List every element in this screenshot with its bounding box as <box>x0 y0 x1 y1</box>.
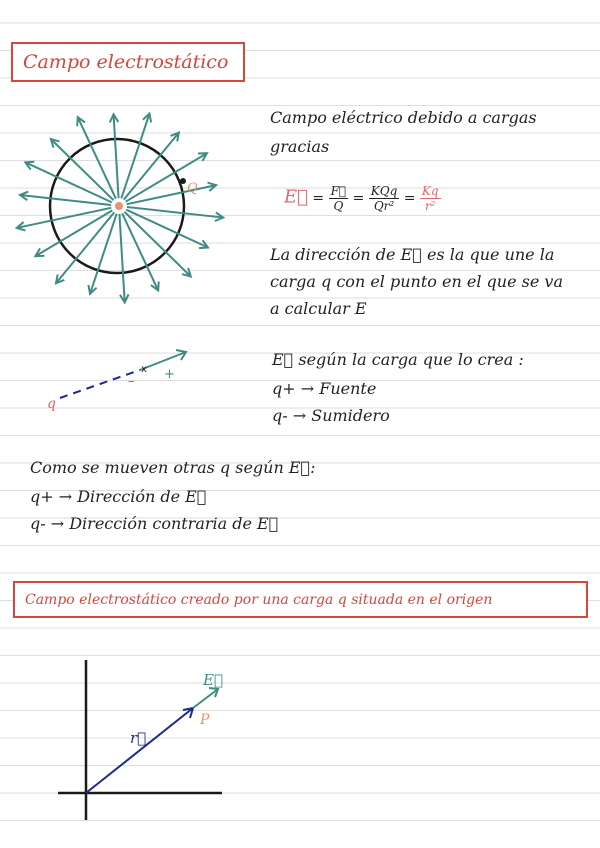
formula-eq2: = <box>352 190 365 207</box>
field-ray <box>17 208 111 228</box>
small-minus-label: – <box>128 374 135 389</box>
formula-frac-k <box>369 184 399 213</box>
formula-frac-F <box>329 184 349 213</box>
p-point-label: P <box>200 712 210 728</box>
section-title-campo-origen: Campo electrostático creado por una carga q situada en el origen <box>13 581 588 618</box>
field-ray <box>122 213 158 290</box>
segun-negative: q- → Sumidero <box>272 406 390 425</box>
direction-line-3: a calcular E <box>270 299 367 318</box>
formula-res-num: Kq <box>421 184 439 198</box>
source-charge-dot <box>115 202 123 210</box>
test-charge-dot <box>180 178 186 184</box>
test-charge-label: Q <box>187 181 198 196</box>
intro-line-2: gracias <box>270 137 330 156</box>
field-ray <box>119 214 124 302</box>
segun-title: E⃗ según la carga que lo crea : <box>272 350 524 369</box>
field-ray <box>124 212 190 277</box>
direction-line-1: La dirección de E⃗ es la que une la <box>270 245 555 264</box>
move-title: Como se mueven otras q según E⃗: <box>30 458 316 477</box>
small-q-label: q <box>47 396 56 412</box>
formula-F-den: Q <box>333 199 344 213</box>
formula-F-num: F⃗ <box>330 184 347 198</box>
small-x-label: x <box>141 364 147 375</box>
formula-eq1: = <box>312 190 325 207</box>
formula-frac-result <box>420 184 441 213</box>
small-plus-label: + <box>164 367 175 382</box>
segun-positive: q+ → Fuente <box>272 379 377 398</box>
formula-res-den: r² <box>424 199 436 213</box>
field-ray <box>35 210 112 256</box>
r-vector-label: r⃗ <box>130 729 147 747</box>
move-negative: q- → Dirección contraria de E⃗ <box>30 514 279 533</box>
field-formula <box>284 184 441 213</box>
move-positive: q+ → Dirección de E⃗ <box>30 487 207 506</box>
position-vector <box>86 708 193 793</box>
field-ray <box>127 185 216 204</box>
section-title-campo-electrostatico: Campo electrostático <box>11 42 245 82</box>
formula-k-num: KQq <box>370 184 398 198</box>
e-vector-label: E⃗ <box>203 671 223 689</box>
field-ray <box>78 117 116 198</box>
field-ray <box>114 114 119 198</box>
intro-line-1: Campo eléctrico debido a cargas <box>270 108 537 127</box>
direction-line-2: carga q con el punto en el que se va <box>270 272 563 291</box>
formula-E: E⃗ <box>284 186 308 208</box>
e-field-vector <box>193 689 218 708</box>
formula-eq3: = <box>403 190 416 207</box>
formula-k-den: Qr² <box>373 199 395 213</box>
